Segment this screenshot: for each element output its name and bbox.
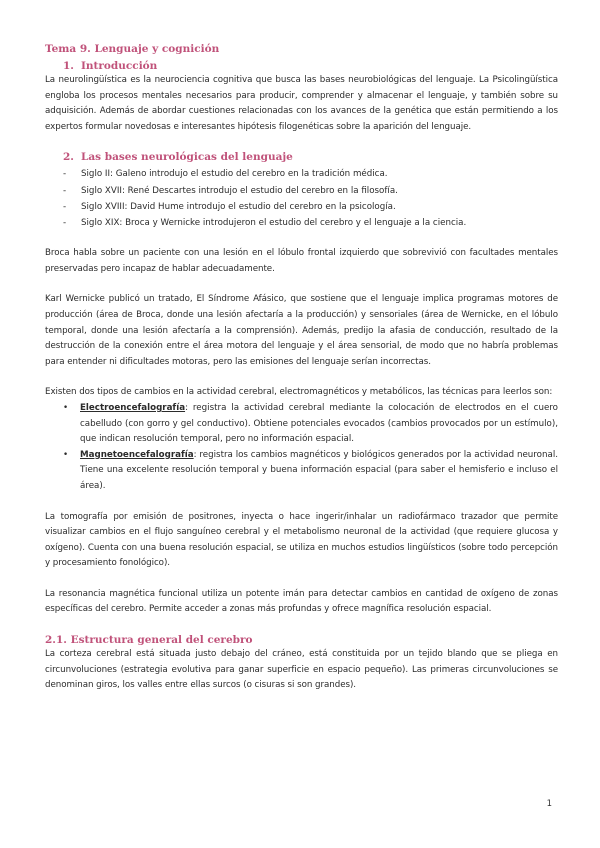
page-number: 1 [546, 799, 552, 809]
technique-description: : registra la actividad cerebral mediante la colocación de electrodos en el cuero cabelludo (con gorro y gel conductivo). Obtiene potenciales evocados (cambios provocados por un estímulo), que indican resolución temporal, pero no información espacial. [80, 402, 558, 445]
section-1-heading [63, 59, 558, 73]
technique-term: Magnetoencefalografía [80, 449, 194, 460]
section-2-1-heading: 2.1. Estructura general del cerebro [45, 634, 253, 647]
wernicke-paragraph: Karl Wernicke publicó un tratado, El Síndrome Afásico, que sostiene que el lenguaje implica programas motores de producción (área de Broca, donde una lesión afectaría a la producción) y sensoriales (área de Wernicke, en el lóbulo temporal, donde una lesión afectaría a la comprensión). Además, predijo la afasia de conducción, resultado de la destrucción de la conexión entre el área motora del lenguaje y el área sensorial, de modo que no habría problemas para entender ni dificultades motoras, pero las emisiones del lenguaje serían incorrectas. [45, 294, 558, 367]
section-2-heading [63, 150, 558, 164]
list-item: - Siglo II: Galeno introdujo el estudio del cerebro en la tradición médica. [63, 166, 558, 182]
history-list [63, 166, 558, 231]
list-item: - Siglo XVIII: David Hume introdujo el estudio del cerebro en la psicología. [63, 199, 558, 215]
section-1-number: 1. [63, 60, 74, 72]
broca-paragraph: Broca habla sobre un paciente con una lesión en el lóbulo frontal izquierdo que sobrevivió con facultades mentales preservadas pero incapaz de hablar adecuadamente. [45, 248, 558, 274]
technique-description: : registra los cambios magnéticos y biológicos generados por la actividad neuronal. Tiene una excelente resolución temporal y buena información espacial (para saber el hemisferio e incluso el área). [80, 449, 558, 491]
document-title: Tema 9. Lenguaje y cognición [45, 43, 220, 55]
list-item [62, 401, 558, 448]
section-2-number: 2. [63, 151, 74, 164]
fmri-paragraph: La resonancia magnética funcional utiliza un potente imán para detectar cambios en cantidad de oxígeno de zonas específicas del cerebro. Permite acceder a zonas más profundas y ofrece magnífica resolución espacial. [45, 588, 558, 615]
changes-intro-paragraph: Existen dos tipos de cambios en la actividad cerebral, electromagnéticos y metabólicos, las técnicas para leerlos son: [45, 387, 553, 398]
techniques-list [62, 401, 558, 495]
section-2-title: Las bases neurológicas del lenguaje [81, 151, 293, 164]
pet-paragraph: La tomografía por emisión de positrones, inyecta o hace ingerir/inhalar un radiofármaco trazador que permite visualizar cambios en el flujo sanguíneo cerebral y el metabolismo neuronal de la actividad (que requiere glucosa y oxígeno). Cuenta con una buena resolución espacial, se utiliza en muchos estudios lingüísticos (sobre todo percepción y procesamiento fonológico). [45, 511, 558, 569]
list-item: - Siglo XVII: René Descartes introdujo el estudio del cerebro en la filosofía. [63, 183, 558, 199]
list-item: - Siglo XIX: Broca y Wernicke introdujeron el estudio del cerebro y el lenguaje a la ciencia. [63, 215, 558, 231]
technique-term: Electroencefalografía [80, 402, 186, 413]
document-page [45, 42, 558, 694]
brain-structure-paragraph: La corteza cerebral está situada justo debajo del cráneo, está constituida por un tejido blando que se pliega en circunvoluciones (estrategia evolutiva para ganar superficie en espacio pequeño). Las primeras circunvoluciones se denominan giros, los valles entre ellas surcos (o cisuras si son grandes). [45, 649, 558, 691]
list-item [62, 448, 558, 495]
section-1-title: Introducción [81, 60, 158, 72]
intro-paragraph: La neurolingüística es la neurociencia cognitiva que busca las bases neurobiológicas del lenguaje. La Psicolingüística engloba los procesos mentales necesarios para producir, comprender y almacenar el lenguaje, y también sobre su adquisición. Además de abordar cuestiones relacionadas con los avances de la genética que están permitiendo a los expertos formular novedosas e interesantes hipótesis filogenéticas sobre la aparición del lenguaje. [45, 75, 558, 132]
